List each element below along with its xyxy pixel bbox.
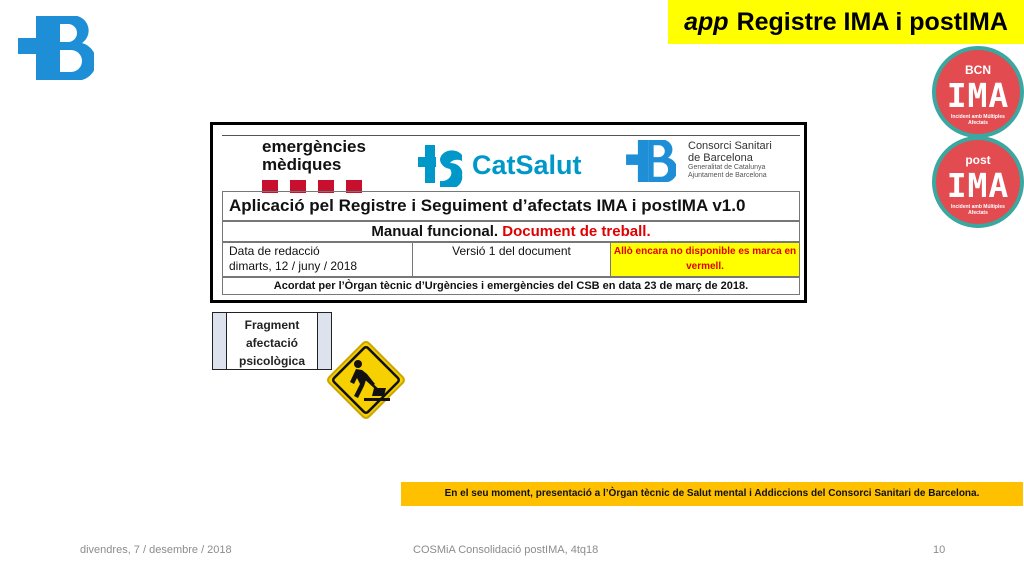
date-value: dimarts, 12 / juny / 2018 [229,259,358,273]
catsalut-logo [418,140,582,190]
badge-top-text: post [965,153,991,167]
badge-main-text: IMA [946,166,1010,205]
version-cell: Versió 1 del document [412,243,610,276]
fragment-box [212,312,332,370]
bcn-ima-badge [932,46,1024,138]
badge-sub-text: Incident amb Múltiples Afectats [951,204,1005,216]
app-title-row: Aplicació pel Registre i Seguiment d’afectats IMA i postIMA v1.0 [222,191,800,221]
badge-main-text: IMA [946,76,1010,115]
under-construction-icon [320,334,412,426]
em-logo-line2: mèdiques [262,155,342,174]
badge-top-text: BCN [965,63,991,77]
logos-row [222,135,800,191]
brand-logo [18,16,94,80]
slide-title [668,0,1024,44]
footer-center: COSMiA Consolidació postIMA, 4tq18 [413,544,599,556]
emergencies-logo [262,138,382,193]
csb-small1: Generalitat de Catalunya [688,164,766,171]
note-banner: En el seu moment, presentació a l’Òrgan tècnic de Salut mental i Addiccions del Consorci Sanitari de Barcelona. [401,482,1023,506]
agreed-row: Acordat per l’Òrgan tècnic d’Urgències i emergències del CSB en data 23 de març de 2018. [222,277,800,295]
csb-line1: Consorci Sanitari [688,140,772,152]
title-text: Registre IMA i postIMA [736,7,1008,36]
footer-date: divendres, 7 / desembre / 2018 [80,544,232,556]
csb-small2: Ajuntament de Barcelona [688,172,767,179]
em-logo-line1: emergències [262,137,366,156]
badge-sub-text: Incident amb Múltiples Afectats [951,114,1005,126]
footer-page-number: 10 [933,544,946,556]
fragment-text: Fragment afectació psicològica [238,318,306,368]
date-cell [223,243,412,276]
work-document-label: Document de treball. [502,223,651,240]
catsalut-icon [418,143,464,187]
manual-row [222,221,800,242]
csb-icon [626,140,676,182]
csb-line2: de Barcelona [688,152,753,164]
date-label: Data de redacció [229,244,320,258]
manual-label: Manual funcional. [371,223,499,240]
document-header-box [210,122,807,303]
fragment-side-left [213,313,227,369]
info-row [222,242,800,277]
post-ima-badge [932,136,1024,228]
csb-logo [626,140,772,182]
title-italic: app [684,7,729,36]
catsalut-text: CatSalut [472,149,582,180]
warning-cell: Allò encara no disponible es marca en vermell. [610,243,799,276]
